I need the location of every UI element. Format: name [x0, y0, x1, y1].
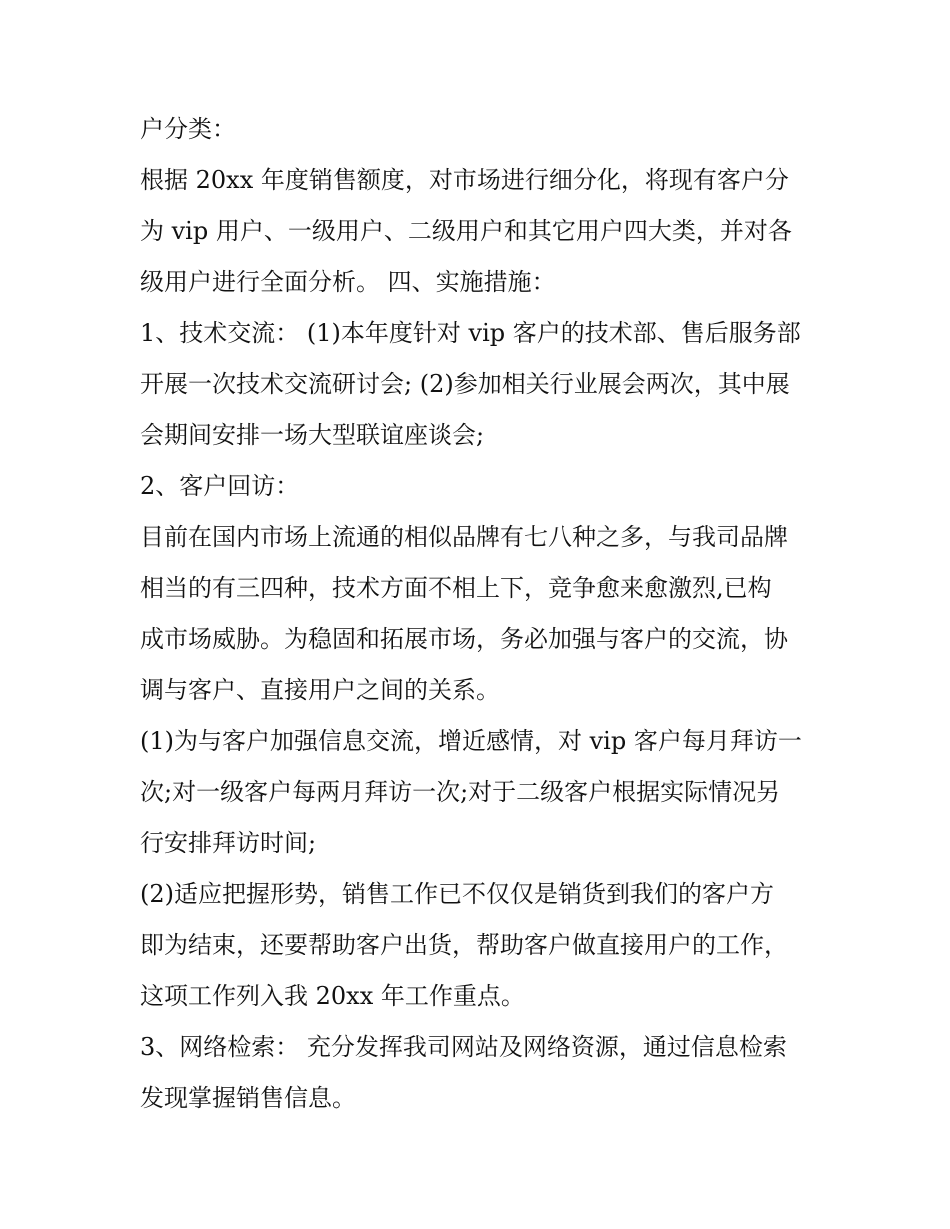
text-line: 目前在国内市场上流通的相似品牌有七八种之多，与我司品牌	[140, 523, 788, 551]
text-line: (1)为与客户加强信息交流，增近感情，对 vip 客户每月拜访一	[140, 727, 802, 755]
text-line: 根据 20xx 年度销售额度，对市场进行细分化，将现有客户分	[140, 166, 789, 194]
text-line: 相当的有三四种，技术方面不相上下，竞争愈来愈激烈,已构	[140, 574, 772, 602]
text-line: 开展一次技术交流研讨会; (2)参加相关行业展会两次，其中展	[140, 370, 790, 398]
text-line: 发现掌握销售信息。	[140, 1084, 356, 1112]
text-line: 1、技术交流： (1)本年度针对 vip 客户的技术部、售后服务部	[140, 319, 801, 347]
text-line: (2)适应把握形势，销售工作已不仅仅是销货到我们的客户方	[140, 880, 774, 908]
text-line: 即为结束，还要帮助客户出货，帮助客户做直接用户的工作，	[140, 931, 788, 959]
text-line: 次;对一级客户每两月拜访一次;对于二级客户根据实际情况另	[140, 778, 781, 806]
text-line: 会期间安排一场大型联谊座谈会;	[140, 421, 485, 449]
text-line: 调与客户、直接用户之间的关系。	[140, 676, 500, 704]
text-line: 行安排拜访时间;	[140, 829, 317, 857]
text-line: 级用户进行全面分析。 四、实施措施：	[140, 268, 556, 296]
text-line: 这项工作列入我 20xx 年工作重点。	[140, 982, 525, 1010]
text-line: 成市场威胁。为稳固和拓展市场，务必加强与客户的交流，协	[140, 625, 788, 653]
text-line: 为 vip 用户、一级用户、二级用户和其它用户四大类，并对各	[140, 217, 792, 245]
text-line: 户分类：	[140, 115, 236, 143]
text-line: 2、客户回访：	[140, 472, 300, 500]
text-line: 3、网络检索： 充分发挥我司网站及网络资源，通过信息检索	[140, 1033, 787, 1061]
